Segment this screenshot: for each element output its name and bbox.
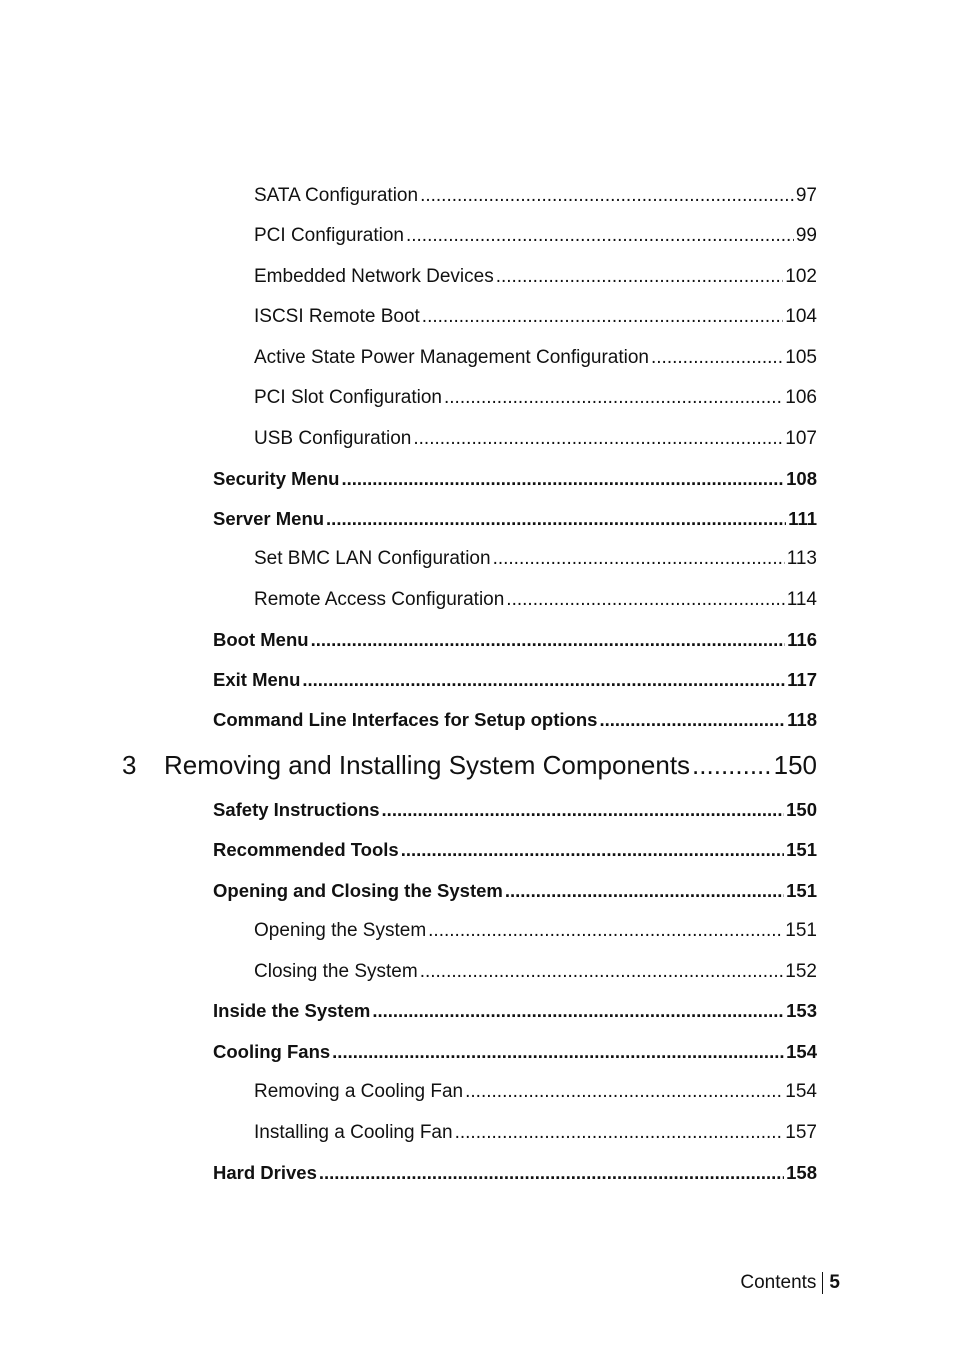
toc-entry-page: 104 (785, 306, 817, 327)
toc-entry[interactable] (254, 920, 817, 942)
toc-entry[interactable] (254, 1081, 817, 1103)
toc-entry[interactable] (254, 1122, 817, 1144)
dot-leader (420, 185, 794, 207)
toc-entry[interactable] (254, 387, 817, 409)
toc-entry-title: Remote Access Configuration (254, 589, 505, 610)
toc-entry[interactable] (213, 1000, 817, 1022)
dot-leader (651, 347, 783, 369)
dot-leader (311, 629, 786, 651)
toc-entry[interactable] (254, 961, 817, 983)
toc-entry-page: 105 (785, 347, 817, 368)
dot-leader (420, 961, 784, 983)
toc-entry[interactable] (254, 306, 817, 328)
toc-entry-title: Security Menu (213, 468, 340, 489)
dot-leader (332, 1041, 784, 1063)
toc-entry[interactable] (254, 428, 817, 450)
dot-leader (496, 266, 784, 288)
dot-leader (428, 920, 783, 942)
footer-separator (822, 1272, 823, 1294)
toc-entry[interactable] (213, 508, 817, 530)
dot-leader (444, 387, 783, 409)
toc-entry-page: 151 (786, 839, 817, 860)
toc-entry-page: 107 (785, 428, 817, 449)
toc-entry[interactable] (254, 225, 817, 247)
toc-entry-title: Server Menu (213, 508, 325, 529)
toc-entry[interactable] (213, 839, 817, 861)
toc-entry-page: 113 (786, 548, 817, 569)
toc-entry[interactable] (213, 1162, 817, 1184)
toc-entry-page: 151 (785, 920, 817, 941)
toc-entry-title: Set BMC LAN Configuration (254, 548, 491, 569)
toc-entry[interactable] (254, 347, 817, 369)
toc-entry-page: 102 (785, 266, 817, 287)
dot-leader (505, 880, 784, 902)
footer-page-number: 5 (829, 1272, 840, 1293)
toc-entry-title: Command Line Interfaces for Setup options (213, 709, 598, 730)
toc-entry[interactable] (213, 709, 817, 731)
toc-entry-title: SATA Configuration (254, 185, 419, 206)
toc-entry-title: Cooling Fans (213, 1041, 331, 1062)
toc-entry[interactable] (254, 266, 817, 288)
toc-entry-title: Opening and Closing the System (213, 880, 503, 901)
toc-entry[interactable] (254, 548, 817, 570)
toc-entry[interactable] (254, 185, 817, 207)
dot-leader (401, 839, 784, 861)
toc-entry-page: 106 (785, 387, 817, 408)
dot-leader (326, 508, 786, 530)
toc-entry-title: Boot Menu (213, 629, 309, 650)
chapter-number: 3 (122, 750, 137, 780)
dot-leader (422, 306, 784, 328)
page-footer (740, 1272, 840, 1294)
toc-entry-page: 97 (795, 185, 817, 206)
chapter-title: Removing and Installing System Components (164, 750, 691, 780)
footer-label: Contents (740, 1272, 817, 1293)
toc-entry-page: 108 (786, 468, 817, 489)
toc-entry-page: 99 (795, 225, 817, 246)
toc-entry-page: 114 (786, 589, 817, 610)
dot-leader (382, 799, 785, 821)
dot-leader (341, 468, 784, 490)
toc-entry-page: 158 (786, 1162, 817, 1183)
toc-entry-title: PCI Configuration (254, 225, 404, 246)
toc-entry-page: 157 (785, 1122, 817, 1143)
dot-leader (493, 548, 785, 570)
toc-entry-page: 154 (785, 1081, 817, 1102)
toc-entry-title: Inside the System (213, 1000, 371, 1021)
chapter-page: 150 (773, 750, 817, 780)
toc-entry-title: PCI Slot Configuration (254, 387, 442, 408)
toc-entry-page: 117 (787, 669, 817, 690)
toc-entry[interactable] (213, 799, 817, 821)
dot-leader (455, 1122, 784, 1144)
dot-leader (319, 1162, 784, 1184)
toc-entry-title: Hard Drives (213, 1162, 317, 1183)
toc-entry-title: Removing a Cooling Fan (254, 1081, 464, 1102)
toc-entry-title: Safety Instructions (213, 799, 380, 820)
toc-entry-title: Embedded Network Devices (254, 266, 494, 287)
toc-entry[interactable] (213, 880, 817, 902)
toc-entry-page: 150 (786, 799, 817, 820)
dot-leader (372, 1000, 784, 1022)
toc-entry-page: 152 (785, 961, 817, 982)
dot-leader (506, 589, 784, 611)
toc-entry-title: Installing a Cooling Fan (254, 1122, 453, 1143)
toc-entry-page: 151 (786, 880, 817, 901)
dot-leader (692, 750, 772, 781)
toc-entry-title: Opening the System (254, 920, 427, 941)
toc-entry-title: Closing the System (254, 961, 418, 982)
dot-leader (599, 709, 785, 731)
toc-entry-title: USB Configuration (254, 428, 412, 449)
toc-entry-page: 154 (786, 1041, 817, 1062)
toc-entry[interactable] (213, 669, 817, 691)
toc-entry-title: ISCSI Remote Boot (254, 306, 420, 327)
toc-entry-title: Exit Menu (213, 669, 301, 690)
dot-leader (406, 225, 794, 247)
toc-entry[interactable] (254, 589, 817, 611)
toc-entry-page: 111 (788, 508, 817, 529)
toc-entry-title: Active State Power Management Configuration (254, 347, 649, 368)
dot-leader (302, 669, 785, 691)
dot-leader (465, 1081, 783, 1103)
toc-entry[interactable] (213, 1041, 817, 1063)
chapter-heading[interactable] (122, 750, 817, 781)
toc-entry[interactable] (213, 468, 817, 490)
dot-leader (413, 428, 783, 450)
toc-entry-page: 153 (786, 1000, 817, 1021)
toc-entry-page: 118 (787, 709, 817, 730)
toc-entry-title: Recommended Tools (213, 839, 399, 860)
toc-entry-page: 116 (787, 629, 817, 650)
toc-entry[interactable] (213, 629, 817, 651)
